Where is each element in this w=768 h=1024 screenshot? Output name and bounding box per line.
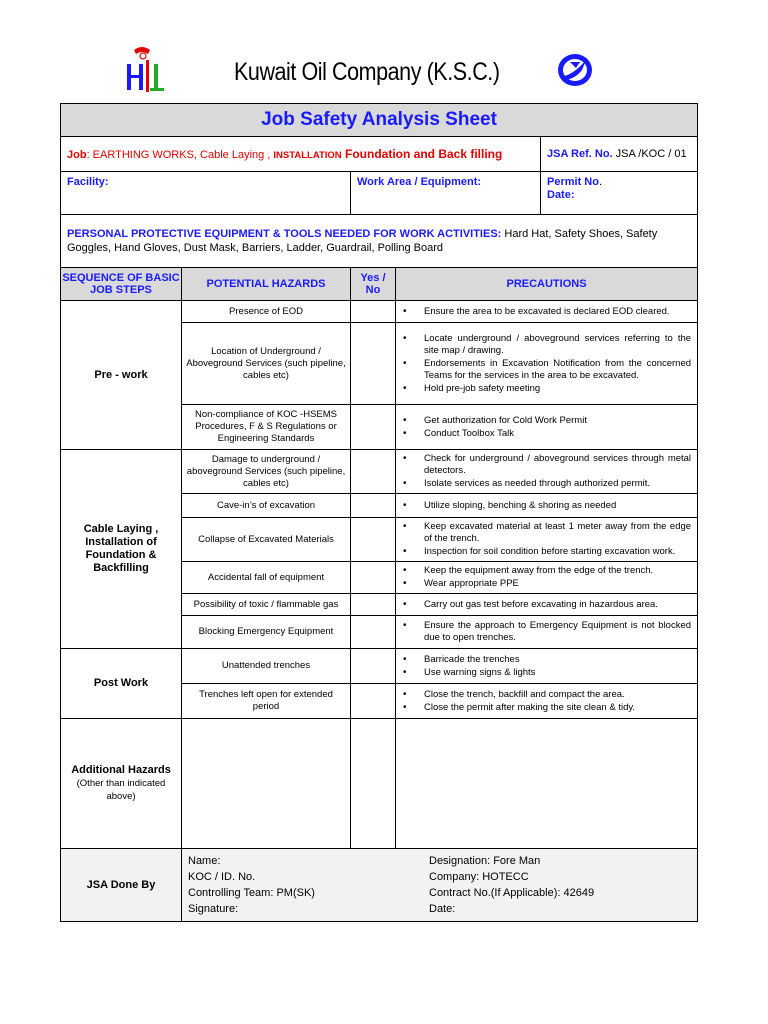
precautions-cell: [396, 616, 698, 649]
precautions-cell: [396, 518, 698, 562]
jsa-done-by-details: [182, 849, 698, 922]
yes-no-cell: [351, 684, 396, 719]
ppe-label: PERSONAL PROTECTIVE EQUIPMENT & TOOLS NEEDED FOR WORK ACTIVITIES:: [67, 228, 502, 240]
hazard-cell: Non-compliance of KOC -HSEMS Procedures, F & S Regulations or Engineering Standards: [182, 405, 351, 450]
precautions-cell: [396, 301, 698, 323]
step-post-work: Post Work: [61, 649, 182, 719]
step-pre-work: Pre - work: [61, 301, 182, 450]
precautions-cell: [396, 450, 698, 494]
step-additional-hazards: [61, 719, 182, 849]
precaution-item: • Carry out gas test before excavating in hazardous area.: [400, 599, 691, 611]
precaution-item: • Wear appropriate PPE: [400, 578, 691, 590]
page-header: [0, 0, 768, 100]
jsa-ref-value: JSA /KOC / 01: [612, 148, 687, 160]
col-hazards: POTENTIAL HAZARDS: [182, 268, 351, 301]
yes-no-cell: [351, 405, 396, 450]
additional-precaution-entry: [396, 719, 698, 849]
job-text: : EARTHING WORKS, Cable Laying ,: [86, 149, 274, 161]
hazard-cell: Blocking Emergency Equipment: [182, 616, 351, 649]
additional-hazard-entry: [182, 719, 351, 849]
ppe-row: [61, 215, 698, 268]
precaution-item: • Endorsements in Excavation Notification from the concerned Teams for the services in the area to be excavated.: [400, 358, 691, 382]
precautions-cell: [396, 405, 698, 450]
precaution-item: • Close the trench, backfill and compact the area.: [400, 689, 691, 701]
precaution-item: • Keep the equipment away from the edge of the trench.: [400, 565, 691, 577]
hazard-cell: Trenches left open for extended period: [182, 684, 351, 719]
precautions-cell: [396, 323, 698, 405]
precaution-item: • Barricade the trenches: [400, 654, 691, 666]
additional-yes-no-entry: [351, 719, 396, 849]
yes-no-cell: [351, 494, 396, 518]
job-foundation: Foundation and Back filling: [341, 147, 503, 161]
hti-logo-icon: [124, 44, 170, 96]
permit-dot: .: [598, 176, 603, 188]
yes-no-cell: [351, 450, 396, 494]
signature-field: Signature:: [188, 903, 239, 915]
job-installation: INSTALLATION: [273, 150, 342, 161]
company-field: Company: HOTECC: [429, 871, 529, 883]
work-area-field: Work Area / Equipment:: [351, 172, 541, 215]
name-field: Name:: [188, 855, 221, 867]
jsa-ref: [541, 137, 698, 172]
precautions-cell: [396, 594, 698, 616]
date-field: Date:: [429, 903, 456, 915]
permit-date-field: [541, 172, 698, 215]
permit-label: Permit No: [547, 176, 599, 188]
precaution-item: • Keep excavated material at least 1 meter away from the edge of the trench.: [400, 521, 691, 545]
ppe-items: Hard Hat, Safety Shoes, Safety Goggles, Hand Gloves, Dust Mask, Barriers, Ladder, Guardrail, Polling Board: [67, 228, 658, 254]
yes-no-cell: [351, 649, 396, 684]
hazard-cell: Cave-in’s of excavation: [182, 494, 351, 518]
precaution-item: • Close the permit after making the site clean & tidy.: [400, 702, 691, 714]
precaution-item: • Locate underground / aboveground services referring to the site map / drawing.: [400, 333, 691, 357]
precaution-item: • Check for underground / aboveground services through metal detectors.: [400, 453, 691, 477]
hazard-cell: Presence of EOD: [182, 301, 351, 323]
jsa-ref-label: JSA Ref. No.: [547, 148, 613, 160]
precaution-item: • Hold pre-job safety meeting: [400, 383, 691, 395]
precaution-item: • Utilize sloping, benching & shoring as needed: [400, 500, 691, 512]
facility-field: Facility:: [61, 172, 351, 215]
job-label: Job: [67, 149, 87, 161]
precaution-item: • Get authorization for Cold Work Permit: [400, 415, 691, 427]
yes-no-cell: [351, 562, 396, 594]
precautions-cell: [396, 494, 698, 518]
precaution-item: • Ensure the area to be excavated is declared EOD cleared.: [400, 306, 691, 318]
precaution-item: • Conduct Toolbox Talk: [400, 428, 691, 440]
additional-hazards-title: Additional Hazards: [71, 764, 171, 776]
hazard-cell: Collapse of Excavated Materials: [182, 518, 351, 562]
precaution-item: • Ensure the approach to Emergency Equipment is not blocked due to open trenches.: [400, 620, 691, 644]
step-cable-laying: Cable Laying , Installation of Foundation & Backfilling: [61, 450, 182, 649]
company-name: Kuwait Oil Company (K.S.C.): [234, 58, 500, 86]
precautions-cell: [396, 649, 698, 684]
hazard-cell: Location of Underground / Aboveground Services (such pipeline, cables etc): [182, 323, 351, 405]
job-description: [61, 137, 541, 172]
sheet-title: Job Safety Analysis Sheet: [61, 104, 698, 137]
col-precautions: PRECAUTIONS: [396, 268, 698, 301]
jsa-sheet-table: [60, 103, 698, 922]
precaution-item: • Isolate services as needed through authorized permit.: [400, 478, 691, 490]
col-yes-no: Yes / No: [351, 268, 396, 301]
hazard-cell: Damage to underground / aboveground Services (such pipeline, cables etc): [182, 450, 351, 494]
additional-hazards-note: (Other than indicated above): [76, 778, 166, 802]
yes-no-cell: [351, 323, 396, 405]
precautions-cell: [396, 684, 698, 719]
precautions-cell: [396, 562, 698, 594]
col-sequence: SEQUENCE OF BASIC JOB STEPS: [61, 268, 182, 301]
koc-emblem-icon: [556, 52, 594, 88]
controlling-team-field: Controlling Team: PM(SK): [188, 887, 315, 899]
contract-field: Contract No.(If Applicable): 42649: [429, 887, 595, 899]
hazard-cell: Accidental fall of equipment: [182, 562, 351, 594]
yes-no-cell: [351, 616, 396, 649]
koc-id-field: KOC / ID. No.: [188, 871, 256, 883]
hazard-cell: Unattended trenches: [182, 649, 351, 684]
step-jsa-done-by: JSA Done By: [61, 849, 182, 922]
yes-no-cell: [351, 518, 396, 562]
hazard-cell: Possibility of toxic / flammable gas: [182, 594, 351, 616]
yes-no-cell: [351, 301, 396, 323]
precaution-item: • Inspection for soil condition before starting excavation work.: [400, 546, 691, 558]
date-label: Date:: [547, 189, 575, 201]
precaution-item: • Use warning signs & lights: [400, 667, 691, 679]
designation-field: Designation: Fore Man: [429, 855, 541, 867]
yes-no-cell: [351, 594, 396, 616]
